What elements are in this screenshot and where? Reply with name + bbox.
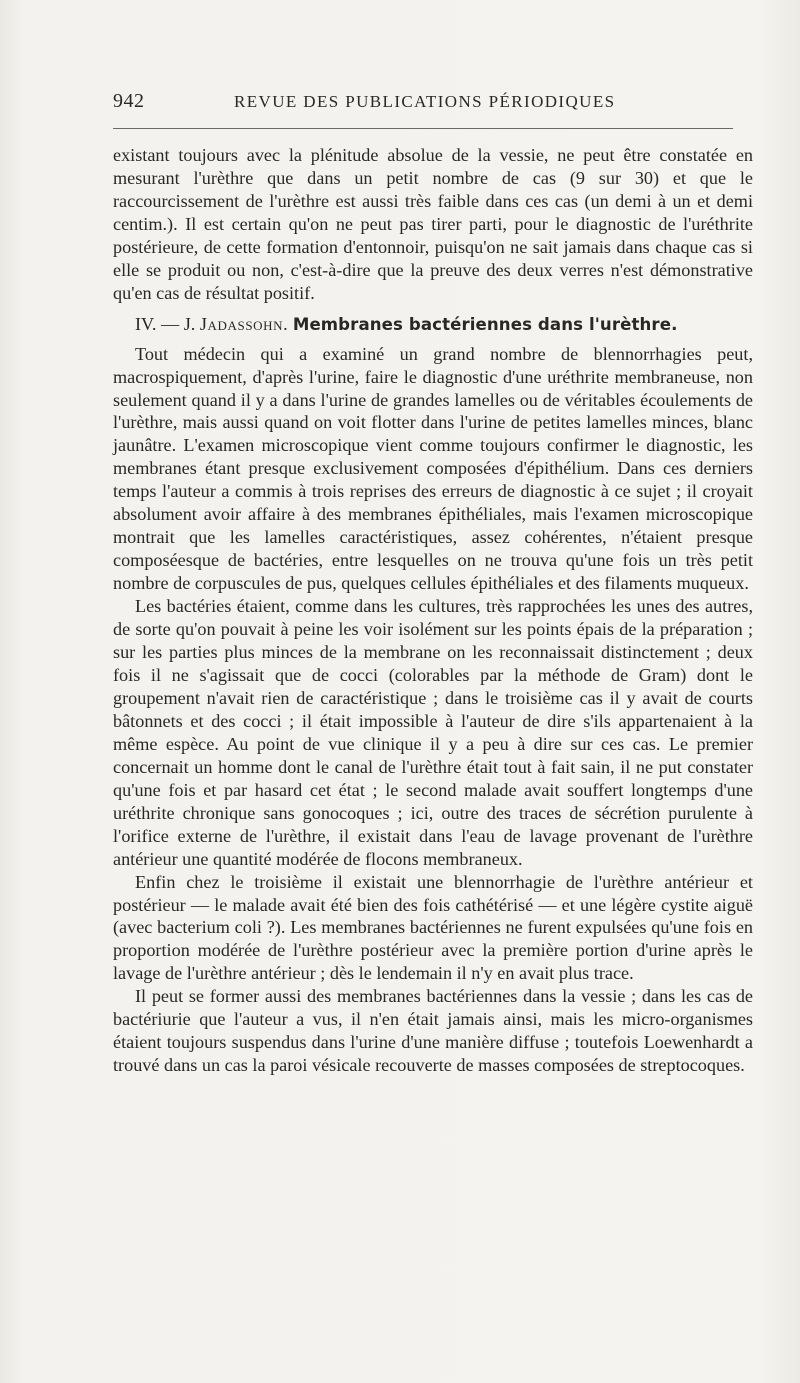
header-rule <box>113 128 733 129</box>
paragraph: Les bactéries étaient, comme dans les cultures, très rapprochées les unes des autres, de sorte qu'on pouvait à peine les voir isolément sur les points épais de la préparation ; sur les parties plus minces de la membrane on les reconnaissait distinctement ; deux fois il ne s'agissait que de cocci (colorables par la méthode de Gram) dont le groupement n'avait rien de caractéristique ; dans le troisième cas il y avait de courts bâtonnets et des cocci ; il était impossible à l'auteur de dire s'ils appartenaient à la même espèce. Au point de vue clinique il y a peu à dire sur ces cas. Le premier concernait un homme dont le canal de l'urèthre était tout à fait sain, il ne put constater qu'une fois et par hasard cet état ; le second malade avait souffert longtemps d'une uréthrite chronique sans gonocoques ; ici, outre des traces de sécrétion purulente à l'orifice externe de l'urèthre, il existait dans l'eau de lavage provenant de l'urèthre antérieur une quantité modérée de flocons membraneux. <box>113 596 753 869</box>
section-dash: — <box>160 313 180 334</box>
section-heading <box>113 313 753 337</box>
section-numeral: IV. <box>135 313 157 334</box>
article-body <box>113 144 753 1077</box>
author-initial: J. <box>183 313 196 334</box>
running-head <box>113 90 800 120</box>
section-title: Membranes bactériennes dans l'urèthre. <box>292 314 678 334</box>
paragraph: Il peut se former aussi des membranes bactériennes dans la vessie ; dans les cas de bactériurie que l'auteur a vus, il n'en était jamais ainsi, mais les micro-organismes étaient toujours suspendus dans l'urine d'une manière diffuse ; toutefois Loewenhardt a trouvé dans un cas la paroi vésicale recouverte de masses composées de streptocoques. <box>113 986 753 1076</box>
author-name: Jadassohn. <box>199 313 289 334</box>
paragraph: Enfin chez le troisième il existait une blennorrhagie de l'urèthre antérieur et postérieur — le malade avait été bien des fois cathétérisé — et une légère cystite aiguë (avec bacterium coli ?). Les membranes bactériennes ne furent expulsées qu'une fois en proportion modérée de l'urèthre postérieur avec la première portion d'urine après le lavage de l'urèthre antérieur ; dès le lendemain il n'y en avait plus trace. <box>113 871 753 984</box>
page-number: 942 <box>113 90 145 112</box>
running-title: REVUE DES PUBLICATIONS PÉRIODIQUES <box>234 92 616 111</box>
intro-paragraph: existant toujours avec la plénitude absolue de la vessie, ne peut être constatée en mesurant l'urèthre que dans un petit nombre de cas (9 sur 30) et que le raccourcissement de l'urèthre est aussi très faible dans ces cas (un demi à un et demi centim.). Il est certain qu'on ne peut pas tirer parti, pour le diagnostic de l'uréthrite postérieure, de cette formation d'entonnoir, puisqu'on ne sait jamais dans chaque cas si elle se produit ou non, c'est-à-dire que la preuve des deux verres n'est démonstrative qu'en cas de résultat positif. <box>113 145 753 303</box>
paragraph: Tout médecin qui a examiné un grand nombre de blennorrhagies peut, macrospiquement, d'après l'urine, faire le diagnostic d'une uréthrite membraneuse, non seulement quand il y a dans l'urine de grandes lamelles ou de véritables écoulements de l'urèthre, mais aussi quand on voit flotter dans l'urine de petites lamelles minces, blanc jaunâtre. L'examen microscopique vient comme toujours confirmer le diagnostic, les membranes étant presque exclusivement composées d'épithélium. Dans ces derniers temps l'auteur a commis à trois reprises des erreurs de diagnostic à ce sujet ; il croyait absolument avoir affaire à des membranes épithéliales, mais l'examen microscopique montrait que les lamelles caractéristiques, assez cohérentes, n'étaient presque composéesque de bactéries, entre lesquelles on ne trouva qu'une fois un très petit nombre de corpuscules de pus, quelques cellules épithéliales et des filaments muqueux. <box>113 343 753 594</box>
